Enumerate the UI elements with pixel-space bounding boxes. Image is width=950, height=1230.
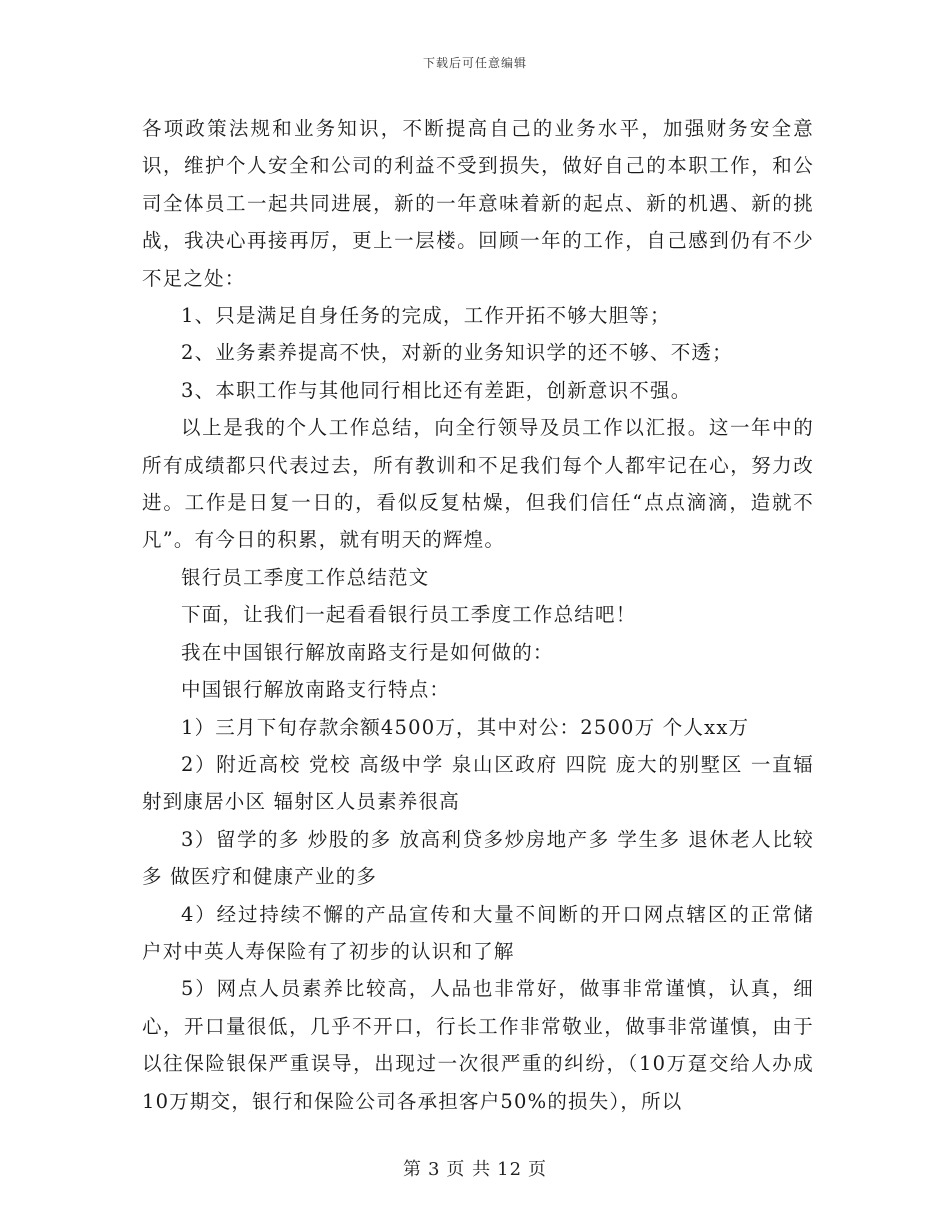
section-title: 银行员工季度工作总结范文 — [181, 565, 430, 589]
list-item: 2、业务素养提高不快，对新的业务知识学的还不够、不透； — [181, 341, 733, 365]
list-item: 5）网点人员素养比较高，人品也非常好，做事非常谨慎，认真，细心，开口量很低，几乎不开口，行长工作非常敬业，做事非常谨慎，由于以往保险银保严重误导，出现过一次很严重的纠纷，（10万趸交给人办成10万期交，银行和保险公司各承担客户50%的损失），所以 — [142, 977, 814, 1113]
page-header: 下载后可任意编辑 — [422, 56, 527, 70]
paragraph: 各项政策法规和业务知识，不断提高自己的业务水平，加强财务安全意识，维护个人安全和公司的利益不受到损失，做好自己的本职工作，和公司全体员工一起共同进展，新的一年意味着新的起点、新的机遇、新的挑战，我决心再接再厉，更上一层楼。回顾一年的工作，自己感到仍有不少不足之处： — [142, 117, 814, 290]
total-pages-number: 12 — [497, 1159, 523, 1180]
paragraph: 下面，让我们一起看看银行员工季度工作总结吧！ — [181, 603, 637, 627]
list-item: 3）留学的多 炒股的多 放高利贷多炒房地产多 学生多 退休老人比较多 做医疗和健康产业的多 — [142, 827, 814, 889]
list-item: 1、只是满足自身任务的完成，工作开拓不够大胆等； — [181, 304, 671, 328]
footer-middle: 页 共 — [446, 1159, 492, 1180]
document-body — [142, 110, 814, 1120]
list-item: 2）附近高校 党校 高级中学 泉山区政府 四院 庞大的别墅区 一直辐射到康居小区 辐射区人员素养很高 — [142, 752, 814, 814]
paragraph: 以上是我的个人工作总结，向全行领导及员工作以汇报。这一年中的所有成绩都只代表过去，所有教训和不足我们每个人都牢记在心，努力改进。工作是日复一日的，看似反复枯燥，但我们信任“点点滴滴，造就不凡”。有今日的积累，就有明天的辉煌。 — [142, 416, 814, 552]
paragraph: 我在中国银行解放南路支行是如何做的： — [181, 640, 554, 664]
footer-suffix: 页 — [528, 1159, 548, 1180]
page-footer — [0, 1155, 950, 1181]
list-item: 3、本职工作与其他同行相比还有差距，创新意识不强。 — [181, 378, 692, 402]
current-page-number: 3 — [427, 1159, 441, 1180]
list-item: 4）经过持续不懈的产品宣传和大量不间断的开口网点辖区的正常储户对中英人寿保险有了初步的认识和了解 — [142, 902, 814, 963]
list-item: 1）三月下旬存款余额4500万，其中对公：2500万 个人xx万 — [181, 715, 750, 739]
paragraph: 中国银行解放南路支行特点： — [181, 678, 451, 702]
footer-prefix: 第 — [402, 1159, 422, 1180]
